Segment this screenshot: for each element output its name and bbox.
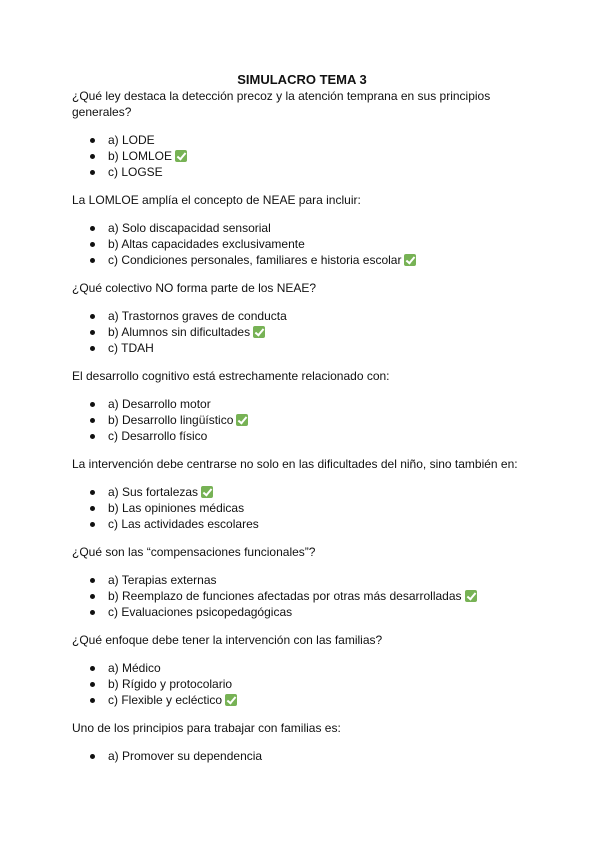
- bullet-icon: [90, 402, 95, 407]
- option-text: b) Alumnos sin dificultades: [108, 325, 251, 339]
- option-item: [72, 428, 532, 444]
- question-text: ¿Qué colectivo NO forma parte de los NEAE?: [72, 281, 317, 295]
- bullet-icon: [90, 682, 95, 687]
- option-item: [72, 396, 532, 412]
- option-text: c) Las actividades escolares: [108, 517, 259, 531]
- option-item: [72, 148, 532, 164]
- bullet-icon: [90, 330, 95, 335]
- check-mark-icon: [201, 486, 213, 498]
- option-item: [72, 692, 532, 708]
- option-item: [72, 220, 532, 236]
- option-item: [72, 308, 532, 324]
- option-text: c) Condiciones personales, familiares e historia escolar: [108, 253, 402, 267]
- option-list: [72, 308, 532, 356]
- option-text: a) Solo discapacidad sensorial: [108, 221, 271, 235]
- question-text: ¿Qué enfoque debe tener la intervención con las familias?: [72, 633, 383, 647]
- option-list: [72, 660, 532, 708]
- check-mark-icon: [225, 694, 237, 706]
- option-text: a) Desarrollo motor: [108, 397, 211, 411]
- option-item: [72, 676, 532, 692]
- option-list: [72, 484, 532, 532]
- option-text: b) Las opiniones médicas: [108, 501, 245, 515]
- bullet-icon: [90, 154, 95, 159]
- option-item: [72, 484, 532, 500]
- option-item: [72, 660, 532, 676]
- bullet-icon: [90, 698, 95, 703]
- bullet-icon: [90, 490, 95, 495]
- option-item: [72, 252, 532, 268]
- question-text: La intervención debe centrarse no solo en las dificultades del niño, sino también en:: [72, 457, 518, 471]
- bullet-icon: [90, 226, 95, 231]
- option-list: [72, 572, 532, 620]
- option-text: c) Evaluaciones psicopedagógicas: [108, 605, 293, 619]
- check-mark-icon: [404, 254, 416, 266]
- bullet-icon: [90, 434, 95, 439]
- option-item: [72, 748, 532, 764]
- option-text: a) Promover su dependencia: [108, 749, 263, 763]
- option-item: [72, 572, 532, 588]
- option-text: a) Sus fortalezas: [108, 485, 199, 499]
- option-text: b) Altas capacidades exclusivamente: [108, 237, 305, 251]
- question-text: El desarrollo cognitivo está estrechamente relacionado con:: [72, 369, 390, 383]
- document-page: [72, 72, 532, 776]
- option-item: [72, 340, 532, 356]
- option-item: [72, 412, 532, 428]
- option-item: [72, 588, 532, 604]
- option-list: [72, 220, 532, 268]
- bullet-icon: [90, 754, 95, 759]
- option-text: b) Reemplazo de funciones afectadas por otras más desarrolladas: [108, 589, 462, 603]
- option-item: [72, 324, 532, 340]
- bullet-icon: [90, 138, 95, 143]
- question-text: La LOMLOE amplía el concepto de NEAE para incluir:: [72, 193, 361, 207]
- question-text: ¿Qué son las “compensaciones funcionales”?: [72, 545, 316, 559]
- bullet-icon: [90, 258, 95, 263]
- question-text: ¿Qué ley destaca la detección precoz y la atención temprana en sus principios generales?: [72, 89, 491, 119]
- option-item: [72, 604, 532, 620]
- question-text: Uno de los principios para trabajar con familias es:: [72, 721, 341, 735]
- option-list: [72, 132, 532, 180]
- bullet-icon: [90, 170, 95, 175]
- bullet-icon: [90, 346, 95, 351]
- option-item: [72, 516, 532, 532]
- option-text: a) LODE: [108, 133, 155, 147]
- bullet-icon: [90, 418, 95, 423]
- option-item: [72, 164, 532, 180]
- check-mark-icon: [236, 414, 248, 426]
- bullet-icon: [90, 578, 95, 583]
- option-text: a) Médico: [108, 661, 161, 675]
- option-list: [72, 396, 532, 444]
- option-text: c) LOGSE: [108, 165, 163, 179]
- question-list: [72, 88, 532, 764]
- bullet-icon: [90, 666, 95, 671]
- option-text: b) Rígido y protocolario: [108, 677, 233, 691]
- bullet-icon: [90, 594, 95, 599]
- option-list: [72, 748, 532, 764]
- option-text: c) TDAH: [108, 341, 154, 355]
- check-mark-icon: [175, 150, 187, 162]
- bullet-icon: [90, 314, 95, 319]
- check-mark-icon: [253, 326, 265, 338]
- document-title: SIMULACRO TEMA 3: [237, 72, 367, 87]
- bullet-icon: [90, 610, 95, 615]
- option-item: [72, 236, 532, 252]
- bullet-icon: [90, 522, 95, 527]
- option-text: a) Terapias externas: [108, 573, 217, 587]
- bullet-icon: [90, 506, 95, 511]
- option-text: a) Trastornos graves de conducta: [108, 309, 287, 323]
- option-item: [72, 132, 532, 148]
- option-text: c) Desarrollo físico: [108, 429, 208, 443]
- option-item: [72, 500, 532, 516]
- option-text: b) LOMLOE: [108, 149, 173, 163]
- bullet-icon: [90, 242, 95, 247]
- option-text: c) Flexible y ecléctico: [108, 693, 223, 707]
- option-text: b) Desarrollo lingüístico: [108, 413, 234, 427]
- check-mark-icon: [465, 590, 477, 602]
